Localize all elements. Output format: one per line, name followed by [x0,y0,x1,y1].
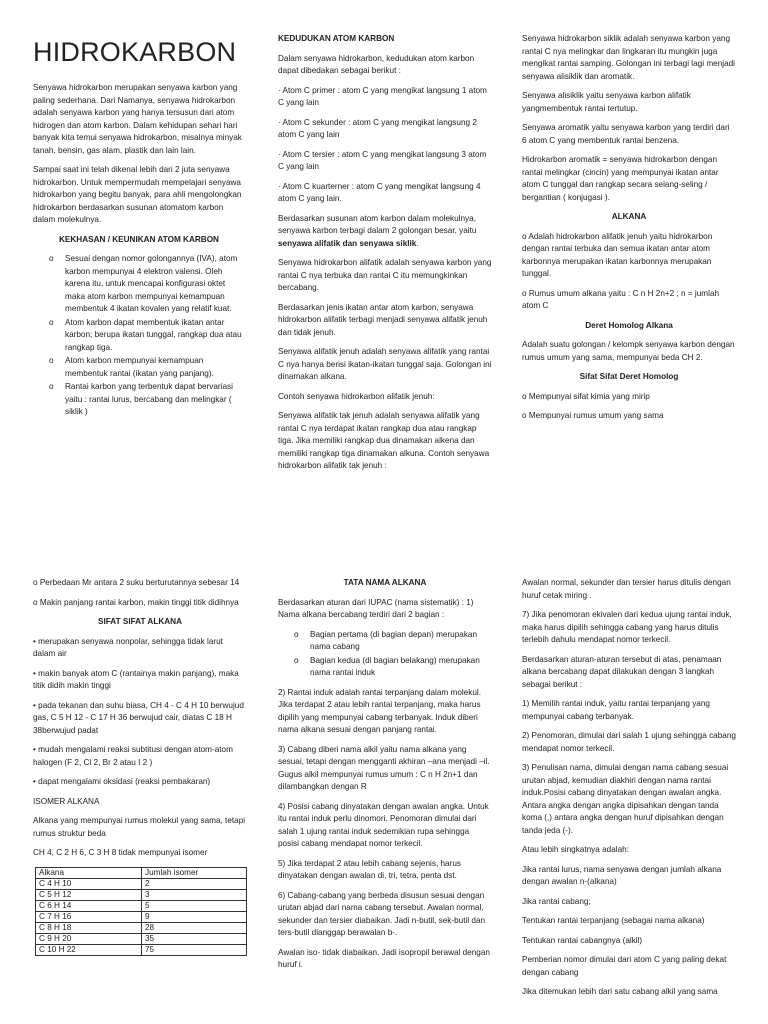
paragraph-text: Berdasarkan susunan atom karbon dalam molekulnya, senyawa karbon terbagi dalam 2 golongan besar, yaitu [278,213,477,235]
paragraph: Sampai saat ini telah dikenal lebih dari 2 juta senyawa hidrokarbon. Untuk mempermudah mempelajari senyawa hidrokarbon yang begitu banyak, para ahli mengolongkan hidrokarbon berdasarkan susunan atomatom karbon dalam molekulnya. [33,165,242,224]
section-heading: Deret Homolog Alkana [585,320,673,330]
paragraph: Berdasarkan aturan-aturan tersebut di atas, penamaan alkana bercabang dapat dilakukan dengan 3 langkah sebagai berikut : [522,654,722,689]
table-cell: C 6 H 14 [36,900,142,911]
paragraph: Senyawa hidrokarbon siklik adalah senyawa karbon yang rantai C nya melingkar dan lingkaran itu mungkin juga mengikat rantai samping. Golongan ini terbagi lagi menjadi senyawa alisiklik dan aromatik. [522,34,735,81]
paragraph: • makin banyak atom C (rantainya makin panjang), maka titik didih makin tinggi [33,668,239,690]
paragraph: Awalan normal, sekunder dan tersier harus ditulis dengan huruf cetak miring . [522,578,731,600]
paragraph: Jika rantai lurus, nama senyawa dengan jumlah alkana dengan awalan n-(alkana) [522,864,722,886]
section-heading: TATA NAMA ALKANA [343,578,427,587]
table-row [36,911,247,922]
paragraph: Berdasarkan aturan dari IUPAC (nama sistematik) : 1) Nama alkana bercabang terdiri dari 2 bagian : [278,597,474,619]
table-cell: C 5 H 12 [36,889,142,900]
paragraph: Berdasarkan jenis ikatan antar atom karbon, senyawa hidrokarbon alifatik terbagi menjadi senyawa alifatik jenuh dan tidak jenuh. [278,302,488,337]
paragraph: · Atom C tersier : atom C yang mengikat langsung 3 atom C yang lain [278,149,487,171]
paragraph [278,213,492,251]
paragraph: o Rumus umum alkana yaitu : C n H 2n+2 ; n = jumlah atom C [522,288,720,310]
table-cell: 3 [142,889,247,900]
table-cell: 5 [142,900,247,911]
table-cell: 75 [142,944,247,955]
page2-column-2 [278,577,492,979]
paragraph: Senyawa alisiklik yaitu senyawa karbon alifatik yangmembentuk rantai tertutup. [522,91,691,113]
list-item: o Atom karbon mempunyai kemampuan membentuk rantai (ikatan yang panjang). [33,355,245,380]
paragraph: Senyawa aromatik yaitu senyawa karbon yang terdiri dari 6 atom C yang membentuk rantai benzena. [522,123,730,145]
paragraph: 3) Penulisan nama, dimulai dengan nama cabang sesuai urutan abjad, kemudian diakhiri dengan nama rantai induk.Posisi cabang dinyatakan dengan awalan angka. Antara angka dengan angka dipisahkan dengan tanda koma (,) antara angka dengan huruf dipisahkan dengan tanda jeda (-). [522,763,729,835]
paragraph: 1) Memilih rantai induk, yaitu rantai terpanjang yang mempunyai cabang terbanyak. [522,699,710,721]
table-cell: C 7 H 16 [36,911,142,922]
paragraph: 2) Rantai induk adalah rantai terpanjang dalam molekul. Jika terdapat 2 atau lebih rantai terpanjang, maka harus dipilih yang mempunyai cabang terbanyak. Induk diberi nama alkana sesuai dengan panjang rantai. [278,687,481,734]
table-row [36,889,247,900]
list-item: o Atom karbon dapat membentuk ikatan antar karbon; berupa ikatan tunggal, rangkap dua atau rangkap tiga. [33,317,245,355]
paragraph: Jika ditemukan lebih dari satu cabang alkil yang sama [522,987,718,996]
section-heading: SIFAT SIFAT ALKANA [98,617,182,626]
table-header-cell: Jumlah isomer [142,867,247,878]
page1-column-1 [33,36,245,426]
list-item: o Sesuai dengan nomor golongannya (IVA), atom karbon mempunyai 4 elektron valensi. Oleh karena itu, untuk mencapai konfigurasi oktet maka atom karbon mempunyai kemampuan membentuk 4 ikatan kovalen yang relatif kuat. [33,253,245,316]
paragraph: • dapat mengalami oksidasi (reaksi pembakaran) [33,777,211,786]
paragraph: 2) Penomoran, dimulai dari salah 1 ujung sehingga cabang mendapat nomor terkecil. [522,731,736,753]
paragraph: o Makin panjang rantai karbon, makin tinggi titik didihnya [33,597,239,607]
paragraph: • mudah mengalami reaksi subtitusi dengan atom-atom halogen (F 2, Cl 2, Br 2 atau I 2 ) [33,745,233,767]
page1-column-3 [522,33,736,430]
paragraph: 3) Cabang diberi nama alkil yaitu nama alkana yang sesuai, tetapi dengan mengganti akhiran –ana menjadi –il. Gugus alkil mempunyai rumus umum : C n H 2n+1 dan dilambangkan dengan R [278,744,490,791]
section-heading: ALKANA [611,212,647,221]
paragraph: Dalam senyawa hidrokarbon, kedudukan atom karbon dapat dibedakan sebagai berikut : [278,53,475,75]
paragraph: ISOMER ALKANA [33,796,100,806]
paragraph: • pada tekanan dan suhu biasa, CH 4 - C 4 H 10 berwujud gas, C 5 H 12 - C 17 H 36 berwujud cair, diatas C 18 H 38berwujud padat [33,700,244,735]
paragraph: Alkana yang mempunyai rumus molekul yang sama, tetapi rumus struktur beda [33,816,246,838]
property-list [33,253,245,419]
table-row [36,900,247,911]
table-cell: C 10 H 22 [36,944,142,955]
section-heading: KEDUDUKAN ATOM KARBON [278,34,395,43]
paragraph: Pemberian nomor dimulai dari atom C yang paling dekat dengan cabang [522,955,727,977]
table-header-cell: Alkana [36,867,142,878]
table-cell: 35 [142,933,247,944]
paragraph: Senyawa alifatik jenuh adalah senyawa alifatik yang rantai C nya hanya berisi ikatan-ikatan tunggal saja. Golongan ini dinamakan alkana. [278,347,492,381]
paragraph: Senyawa hidrokarbon merupakan senyawa karbon yang paling sederhana. Dari Namanya, senyawa hidrokarbon adalah senyawa karbon yang hanya tersusun dari atom hidrogen dan atom karbon. Dalam kehidupan sehari hari banyak kita temui senyawa hidrokarbon, misalnya minyak tanah, bensin, gas alam, plastik dan lain lain. [33,83,242,155]
paragraph: Senyawa hidrokarbon alifatik adalah senyawa karbon yang rantai C nya terbuka dan rantai C itu memungkinkan bercabang. [278,258,492,292]
paragraph: Senyawa alifatik tak jenuh adalah senyawa alifatik yang rantai C nya terdapat ikatan rangkap dua atau rangkap tiga. Jika memiliki rangkap dua dinamakan alkena dan memiliki rangkap tiga dinamakan alkuna. Contoh senyawa hidrokarbon alifatik tak jenuh : [278,411,490,470]
naming-parts-list [278,629,492,680]
table-row [36,933,247,944]
paragraph: CH 4, C 2 H 6, C 3 H 8 tidak mempunyai isomer [33,848,208,857]
table-cell: C 8 H 18 [36,922,142,933]
paragraph: 5) Jika terdapat 2 atau lebih cabang sejenis, harus dinyatakan dengan awalan di, tri, tetra, penta dst. [278,858,461,880]
table-row [36,944,247,955]
page2-column-3 [522,577,736,1006]
paragraph: Adalah suatu golongan / kelompk senyawa karbon dengan rumus umum yang sama, mempunyai beda CH 2. [522,340,735,362]
table-row [36,878,247,889]
isomer-table [35,867,247,956]
page1-column-2 [278,33,492,480]
table-cell: C 9 H 20 [36,933,142,944]
list-item: o Bagian kedua (di bagian belakang) merupakan nama rantai induk [278,655,492,680]
paragraph: Awalan iso- tidak diabaikan. Jadi isopropil berawal dengan huruf i. [278,947,490,969]
table-cell: 9 [142,911,247,922]
page2-column-1 [33,577,247,956]
section-heading: Sifat Sifat Deret Homolog [579,372,679,381]
paragraph: o Perbedaan Mr antara 2 suku berturutannya sebesar 14 [33,578,240,587]
paragraph: 7) Jika penomoran ekivalen dari kedua ujung rantai induk, maka harus dipilih sehingga cabang yang harus ditulis terlebih dahulu mendapat nomor terkecil. [522,610,732,644]
table-cell: 28 [142,922,247,933]
table-cell: C 4 H 10 [36,878,142,889]
paragraph: 4) Posisi cabang dinyatakan dengan awalan angka. Untuk itu rantai induk perlu dinomori. Penomoran dimulai dari salah 1 ujung rantai induk sedemikian rupa sehingga posisi cabang mendapat nomor terkecil. [278,801,489,848]
paragraph: Atau lebih singkatnya adalah: [522,845,629,854]
table-header-row [36,867,247,878]
paragraph: Jika rantai cabang; [522,896,591,906]
paragraph: Hidrokarbon aromatik = senyawa hidrokarbon dengan rantai melingkar (cincin) yang mempunyai ikatan antar atom C tunggal dan rangkap secara selang-seling / bergantian ( konjugasi ). [522,155,719,202]
paragraph: o Adalah hidrokarbon alifatik jenuh yaitu hidrokarbon dengan rantai terbuka dan semua ikatan antar atom karbonnya merupakan ikatan karbonnya merupakan tunggal. [522,231,713,278]
paragraph-text: . [416,238,419,248]
paragraph: Contoh senyawa hidrokarbon alifatik jenuh: [278,391,435,401]
paragraph: • merupakan senyawa nonpolar, sehingga tidak larut dalam air [33,636,223,658]
table-cell: 2 [142,878,247,889]
paragraph: Tentukan rantai terpanjang (sebagai nama alkana) [522,916,705,925]
paragraph: o Mempunyai rumus umum yang sama [522,411,664,420]
page-title: HIDROKARBON [33,37,237,67]
section-heading: KEKHASAN / KEUNIKAN ATOM KARBON [59,234,219,244]
list-item: o Bagian pertama (di bagian depan) merupakan nama cabang [278,629,492,654]
bold-term: senyawa alifatik dan senyawa siklik [278,238,417,248]
paragraph: 6) Cabang-cabang yang berbeda disusun sesuai dengan urutan abjad dari nama cabang tersebut. Awalan normal, sekunder dan tersier diabaikan. Jadi n-butil, sek-butil dan ters-butil dianggap berawalan b-. [278,890,486,937]
paragraph: Tentukan rantai cabangnya (alkil) [522,935,643,945]
list-item: o Rantai karbon yang terbentuk dapat bervariasi yaitu : rantai lurus, bercabang dan melingkar ( siklik ) [33,381,245,419]
table-row [36,922,247,933]
paragraph: · Atom C primer : atom C yang mengikat langsung 1 atom C yang lain [278,85,487,107]
paragraph: o Mempunyai sifat kimia yang mirip [522,391,650,401]
paragraph: · Atom C kuarterner : atom C yang mengikat langsung 4 atom C yang lain. [278,181,481,203]
paragraph: · Atom C sekunder : atom C yang mengikat langsung 2 atom C yang lain [278,117,477,139]
